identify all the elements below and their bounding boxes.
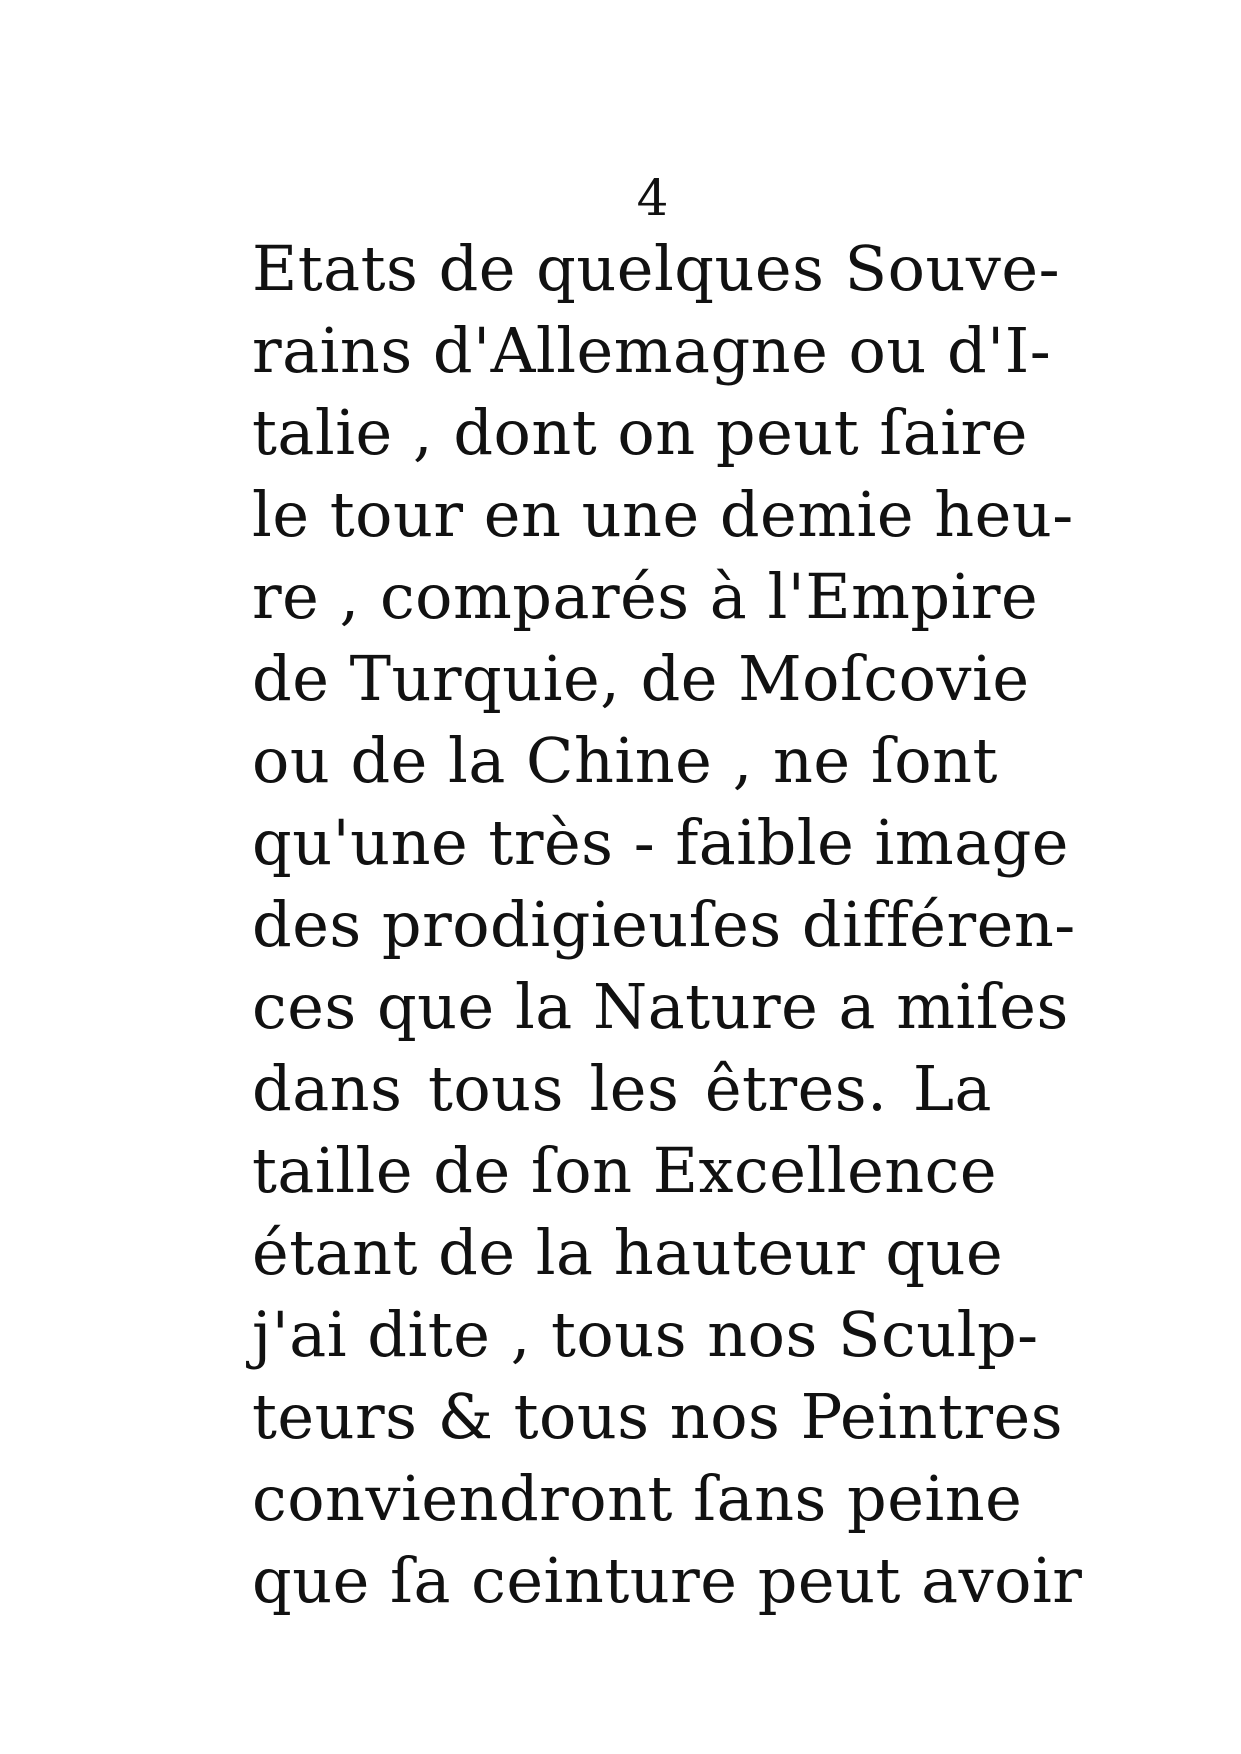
text-line: de Turquie, de Moſcovie <box>252 642 1030 715</box>
text-line: ces que la Nature a miſes <box>252 970 1069 1043</box>
text-line: ou de la Chine , ne ſont <box>252 724 998 797</box>
page-number: 4 <box>636 169 669 227</box>
text-line: étant de la hauteur que <box>252 1216 1004 1289</box>
text-line: dans tous les êtres. La <box>252 1052 992 1125</box>
text-line: taille de ſon Excellence <box>252 1134 998 1207</box>
text-line: j'ai dite , tous nos Sculp- <box>252 1298 1039 1371</box>
body-text <box>252 228 1083 1622</box>
text-line: conviendront ſans peine <box>252 1462 1023 1535</box>
text-line: qu'une très - faible image <box>252 806 1069 879</box>
text-line: talie , dont on peut ſaire <box>252 396 1028 469</box>
text-line: des prodigieuſes différen- <box>252 888 1076 961</box>
text-line: re , comparés à l'Empire <box>252 560 1039 633</box>
text-line: rains d'Allemagne ou d'I- <box>252 314 1052 387</box>
text-line: que ſa ceinture peut avoir <box>252 1544 1083 1617</box>
text-line: teurs & tous nos Peintres <box>252 1380 1064 1453</box>
text-line: Etats de quelques Souve- <box>252 232 1061 305</box>
text-line: le tour en une demie heu- <box>252 478 1074 551</box>
